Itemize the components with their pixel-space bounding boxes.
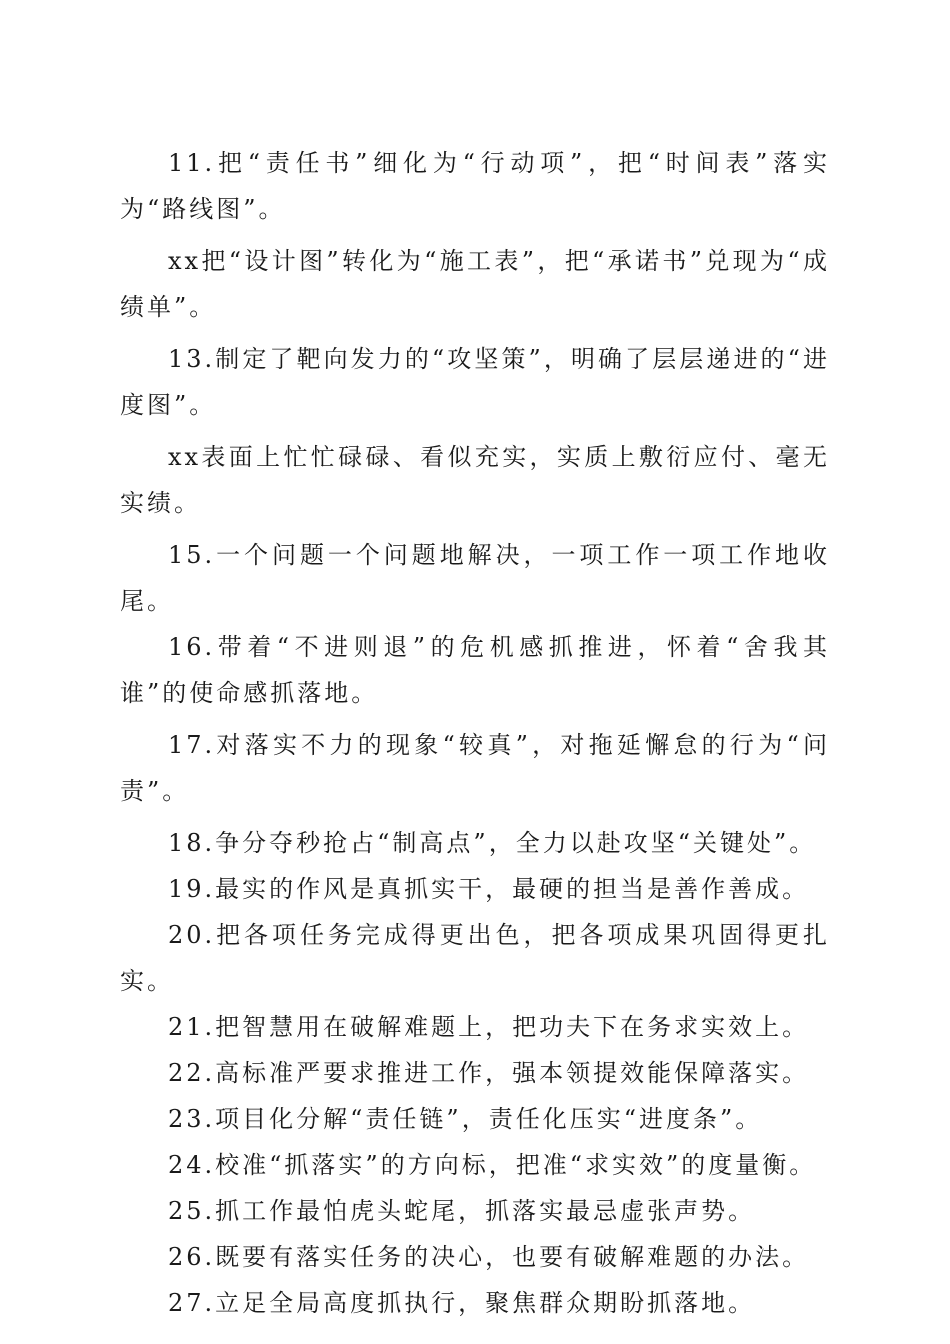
paragraph-12: xx把“设计图”转化为“施工表”，把“承诺书”兑现为“成绩单”。: [120, 247, 830, 321]
paragraph-16: 16.带着“不进则退”的危机感抓推进，怀着“舍我其谁”的使命感抓落地。: [120, 633, 830, 707]
paragraph-27: 27.立足全局高度抓执行，聚焦群众期盼抓落地。: [168, 1289, 756, 1317]
paragraph-21: 21.把智慧用在破解难题上，把功夫下在务求实效上。: [168, 1013, 810, 1041]
paragraph-14: xx表面上忙忙碌碌、看似充实，实质上敷衍应付、毫无实绩。: [120, 443, 830, 517]
paragraph-23: 23.项目化分解“责任链”，责任化压实“进度条”。: [168, 1105, 763, 1133]
paragraph-17: 17.对落实不力的现象“较真”，对拖延懈怠的行为“问责”。: [120, 731, 830, 805]
paragraph-22: 22.高标准严要求推进工作，强本领提效能保障落实。: [168, 1059, 810, 1087]
document-body: [120, 140, 830, 1326]
paragraph-19: 19.最实的作风是真抓实干，最硬的担当是善作善成。: [168, 875, 810, 903]
paragraph-24: 24.校准“抓落实”的方向标，把准“求实效”的度量衡。: [168, 1151, 817, 1179]
paragraph-26: 26.既要有落实任务的决心，也要有破解难题的办法。: [168, 1243, 810, 1271]
paragraph-18: 18.争分夺秒抢占“制高点”，全力以赴攻坚“关键处”。: [168, 829, 817, 857]
paragraph-13: 13.制定了靶向发力的“攻坚策”，明确了层层递进的“进度图”。: [120, 345, 830, 419]
paragraph-25: 25.抓工作最怕虎头蛇尾，抓落实最忌虚张声势。: [168, 1197, 756, 1225]
paragraph-15: 15.一个问题一个问题地解决，一项工作一项工作地收尾。: [120, 541, 830, 615]
paragraph-20: 20.把各项任务完成得更出色，把各项成果巩固得更扎实。: [120, 921, 830, 995]
paragraph-11: 11.把“责任书”细化为“行动项”，把“时间表”落实为“路线图”。: [120, 149, 830, 223]
